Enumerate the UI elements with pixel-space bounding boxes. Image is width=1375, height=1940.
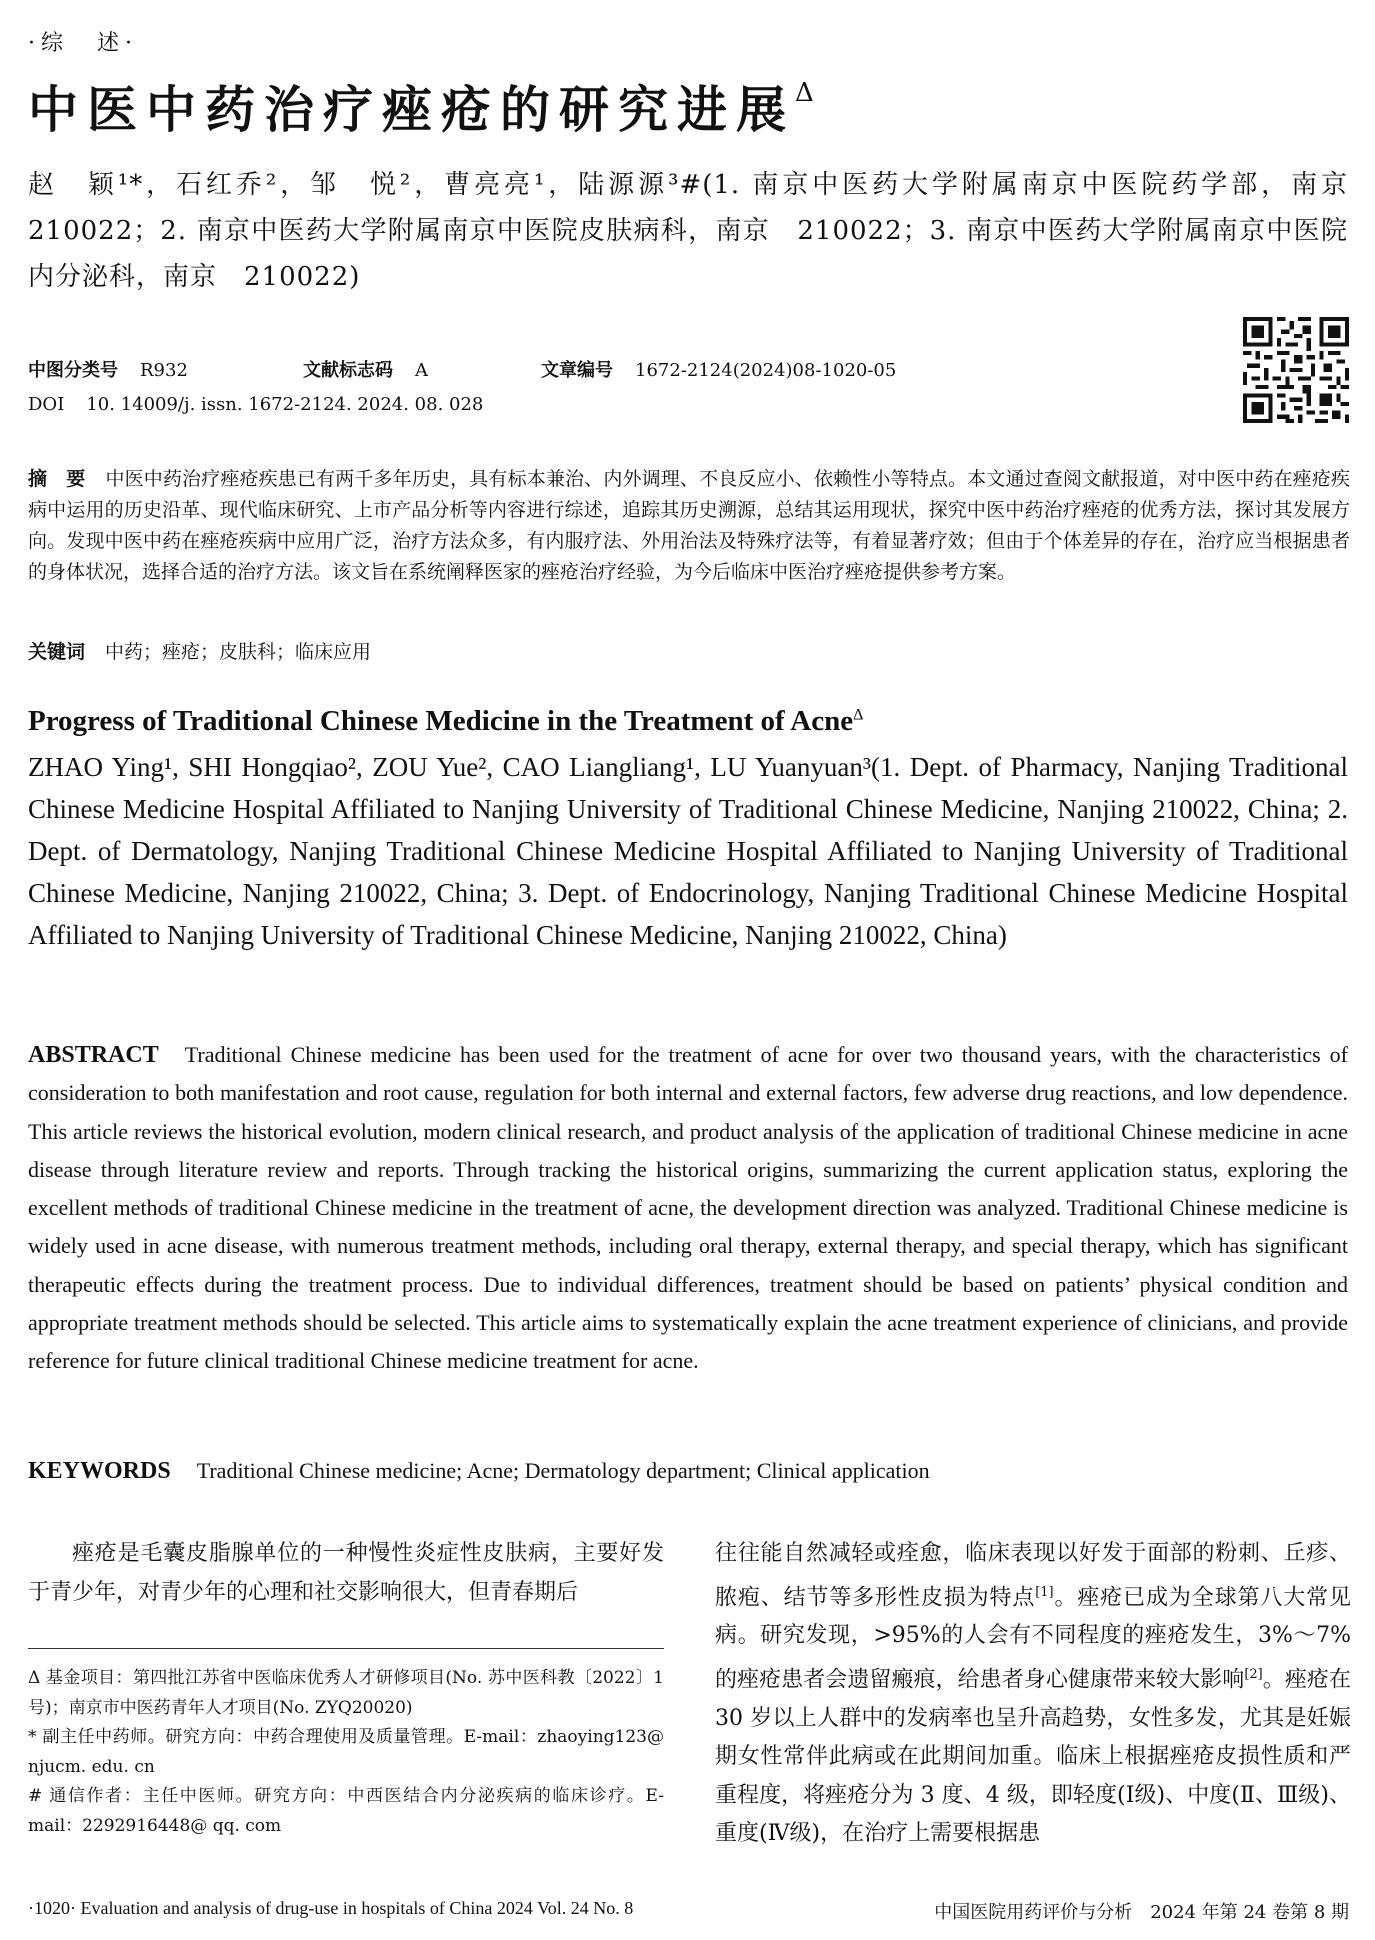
footnote-divider xyxy=(28,1648,664,1649)
body-right-column xyxy=(715,1535,1351,1854)
footnotes xyxy=(28,1664,664,1841)
article-number-value: 1672-2124(2024)08-1020-05 xyxy=(635,360,897,381)
page-footer-left: ·1020· Evaluation and analysis of drug-use in hospitals of China 2024 Vol. 24 No. 8 xyxy=(28,1898,634,1918)
chinese-abstract xyxy=(28,464,1350,588)
qr-code-graphic xyxy=(1243,317,1349,423)
english-title-text: Progress of Traditional Chinese Medicine in the Treatment of Acne xyxy=(28,705,854,737)
clc-value: R932 xyxy=(140,360,188,381)
doc-code-label: 文献标志码 xyxy=(303,360,393,381)
reference-1[interactable]: [1] xyxy=(1035,1584,1054,1600)
body-left-column: 痤疮是毛囊皮脂腺单位的一种慢性炎症性皮肤病，主要好发于青少年，对青少年的心理和社交影响很大，但青春期后 xyxy=(28,1541,664,1605)
english-abstract-label: ABSTRACT xyxy=(28,1042,159,1068)
doi xyxy=(28,394,483,415)
page-footer-right: 中国医院用药评价与分析 2024 年第 24 卷第 8 期 xyxy=(934,1902,1349,1923)
article-number xyxy=(541,356,896,382)
document-code xyxy=(303,356,428,382)
section-tag: ·综 述· xyxy=(28,31,138,56)
body-text-part-1: 往往能自然减轻或痊愈，临床表现以好发于面部的粉刺、丘疹、脓疱、结节等多形性皮损为特点 xyxy=(715,1541,1351,1610)
chinese-authors-affiliations: 赵 颖¹*，石红乔²，邹 悦²，曹亮亮¹，陆源源³#(1. 南京中医药大学附属南京中医院药学部，南京 210022；2. 南京中医药大学附属南京中医院皮肤病科，南京 210022；3. 南京中医药大学附属南京中医院内分泌科，南京 210022) xyxy=(28,170,1375,292)
chinese-keywords-label: 关键词 xyxy=(28,641,86,663)
english-abstract-text: Traditional Chinese medicine has been used for the treatment of acne for over two thousand years, with the characteristics of consideration to both manifestation and root cause, regulation for both internal and external factors, few adverse drug reactions, and low dependence. This article reviews the historical evolution, modern clinical research, and product analysis of the application of traditional Chinese medicine in acne disease through literature review and reports. Through tracking the historical origins, summarizing the current application status, exploring the excellent methods of traditional Chinese medicine in the treatment of acne, the development direction was analyzed. Traditional Chinese medicine is widely used in acne disease, with numerous treatment methods, including oral therapy, external therapy, and special therapy, which has significant therapeutic effects during the treatment process. Due to individual differences, treatment should be based on patients’ physical condition and appropriate treatment methods should be selected. This article aims to systematically explain the acne treatment experience of clinicians, and provide reference for future clinical traditional Chinese medicine treatment for acne. xyxy=(28,1042,1348,1374)
english-authors-affiliations: ZHAO Ying¹, SHI Hongqiao², ZOU Yue², CAO Liangliang¹, LU Yuanyuan³(1. Dept. of Pharmacy, Nanjing Traditional Chinese Medicine Hospital Affiliated to Nanjing University of Traditional Chinese Medicine, Nanjing 210022, China; 2. Dept. of Dermatology, Nanjing Traditional Chinese Medicine Hospital Affiliated to Nanjing University of Traditional Chinese Medicine, Nanjing 210022, China; 3. Dept. of Endocrinology, Nanjing Traditional Chinese Medicine Hospital Affiliated to Nanjing University of Traditional Chinese Medicine, Nanjing 210022, China) xyxy=(28,752,1348,950)
chinese-abstract-text: 中医中药治疗痤疮疾患已有两千多年历史，具有标本兼治、内外调理、不良反应小、依赖性小等特点。本文通过查阅文献报道，对中医中药在痤疮疾病中运用的历史沿革、现代临床研究、上市产品分析等内容进行综述，追踪其历史溯源，总结其运用现状，探究中医中药治疗痤疮的优秀方法，探讨其发展方向。发现中医中药在痤疮疾病中应用广泛，治疗方法众多，有内服疗法、外用治法及特殊疗法等，有着显著疗效；但由于个体差异的存在，治疗应当根据患者的身体状况，选择合适的治疗方法。该文旨在系统阐释医家的痤疮治疗经验，为今后临床中医治疗痤疮提供参考方案。 xyxy=(28,468,1350,583)
footnote-first-author: * 副主任中药师。研究方向：中药合理使用及质量管理。E-mail：zhaoying123@ njucm. edu. cn xyxy=(28,1727,664,1777)
reference-2[interactable]: [2] xyxy=(1244,1666,1263,1682)
english-keywords-text: Traditional Chinese medicine; Acne; Dermatology department; Clinical application xyxy=(196,1458,930,1483)
chinese-keywords-text: 中药；痤疮；皮肤科；临床应用 xyxy=(105,641,372,663)
doi-label: DOI xyxy=(28,394,65,415)
fund-mark: Δ xyxy=(795,78,823,109)
body-text-part-2: 。痤疮已成为全球第八大常见病。研究发现，>95%的人会有不同程度的痤疮发生，3%～7%的痤疮患者会遗留瘢痕，给患者身心健康带来较大影响 xyxy=(715,1584,1351,1693)
doi-value: 10. 14009/j. issn. 1672-2124. 2024. 08. 028 xyxy=(86,394,484,415)
clc-label: 中图分类号 xyxy=(28,360,118,381)
footnote-fund: Δ 基金项目：第四批江苏省中医临床优秀人才研修项目(No. 苏中医科教〔2022〕1 号)；南京市中医药青年人才项目(No. ZYQ20020) xyxy=(28,1668,664,1718)
doc-code-value: A xyxy=(415,360,428,381)
article-number-label: 文章编号 xyxy=(541,360,613,381)
english-keywords-label: KEYWORDS xyxy=(28,1458,171,1484)
chinese-title-text: 中医中药治疗痤疮的研究进展 xyxy=(28,80,795,139)
english-fund-mark: Δ xyxy=(853,706,864,724)
footnote-corresponding-author: # 通信作者：主任中医师。研究方向：中西医结合内分泌疾病的临床诊疗。E-mail：2292916448@ qq. com xyxy=(28,1786,664,1836)
body-text-part-3: 。痤疮在 30 岁以上人群中的发病率也呈升高趋势，女性多发，尤其是妊娠期女性常伴此病或在此期间加重。临床上根据痤疮皮损性质和严重程度，将痤疮分为 3 度、4 级，即轻度(Ⅰ级)、中度(Ⅱ、Ⅲ级)、重度(Ⅳ级)，在治疗上需要根据患 xyxy=(715,1667,1351,1847)
qr-code-icon xyxy=(1243,317,1349,423)
chinese-keywords xyxy=(28,637,371,664)
english-abstract xyxy=(28,1036,1348,1381)
chinese-title xyxy=(28,70,823,142)
chinese-abstract-label: 摘 要 xyxy=(28,468,86,490)
english-title xyxy=(28,705,863,738)
clc-number xyxy=(28,356,188,382)
english-keywords xyxy=(28,1458,930,1485)
